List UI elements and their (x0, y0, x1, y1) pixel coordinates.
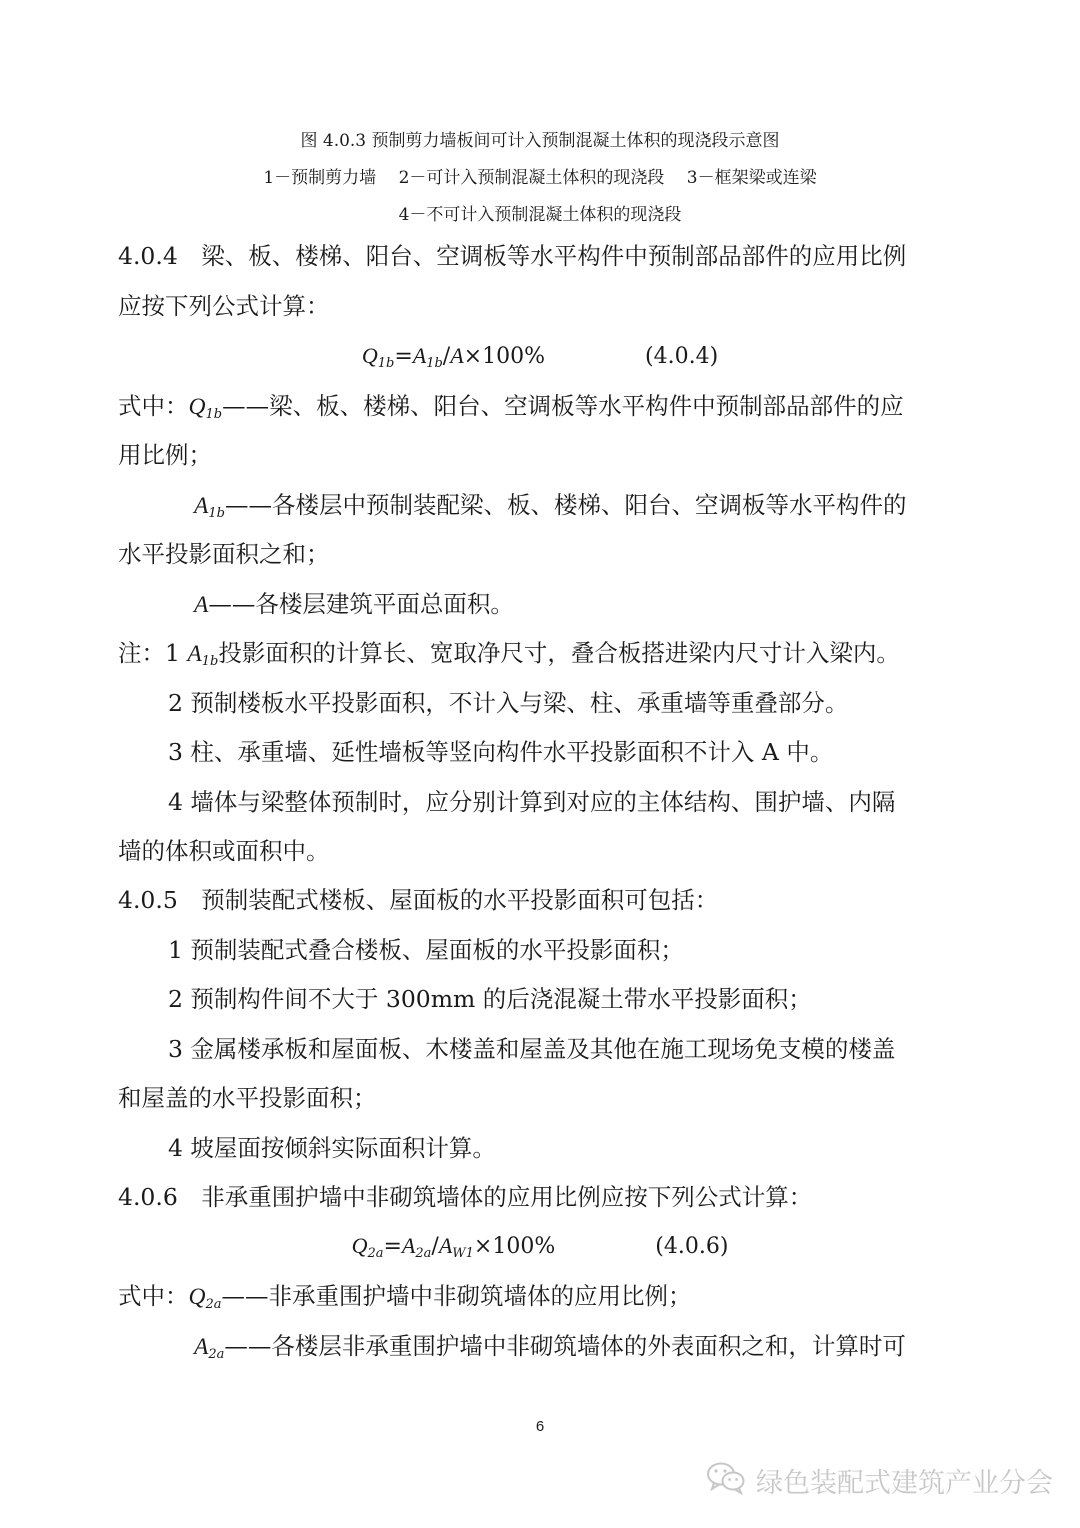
formula-numerator-sub: 1b (426, 356, 443, 371)
section-4-0-5-item-2: 2 预制构件间不大于 300mm 的后浇混凝土带水平投影面积； (168, 985, 812, 1013)
where-a2a (194, 1331, 1054, 1370)
section-4-0-5-item-3: 3 金属楼承板和屋面板、木楼盖和屋盖及其他在施工现场免支模的楼盖 (168, 1035, 896, 1063)
figure-title: 图 4.0.3 预制剪力墙板间可计入预制混凝土体积的现浇段示意图 (300, 131, 780, 151)
formula-tail: ×100% (463, 344, 546, 369)
formula-numerator: A (412, 343, 427, 368)
var-a2a: A (194, 1334, 209, 1360)
q1b-description: ——梁、板、楼梯、阳台、空调板等水平构件中预制部品部件的应 (222, 392, 904, 420)
formula-denominator: A (450, 343, 464, 368)
var-q2a-sub: 2a (205, 1297, 222, 1312)
var-a1b-sub: 1b (208, 506, 225, 521)
section-4-0-4-continued: 应按下列公式计算： (118, 292, 330, 320)
a2a-description: ——各楼层非承重围护墙中非砌筑墙体的外表面积之和，计算时可 (224, 1332, 906, 1360)
var-q-sub: 1b (205, 407, 223, 422)
where-prefix: 式中： (118, 392, 189, 420)
where-a1b (194, 490, 1054, 529)
figure-legend-line2: 4－不可计入预制混凝土体积的现浇段 (398, 205, 682, 225)
figure-legend-line1: 1－预制剪力墙 2－可计入预制混凝土体积的现浇段 3－框架梁或连梁 (263, 168, 817, 188)
where-a (194, 589, 1054, 620)
formula-lhs: Q (351, 1233, 368, 1258)
section-4-0-5-item-3-continued: 和屋盖的水平投影面积； (118, 1084, 377, 1112)
formula-numerator-sub: 2a (415, 1246, 432, 1261)
var-q: Q (188, 394, 206, 420)
section-4-0-4-heading: 4.0.4 梁、板、楼梯、阳台、空调板等水平构件中预制部品部件的应用比例 (118, 242, 907, 270)
formula-equals: = (383, 1234, 402, 1259)
formula-lhs: Q (361, 343, 378, 368)
var-q2a: Q (188, 1284, 206, 1310)
formula-denominator-sub: W1 (452, 1246, 474, 1261)
wechat-icon (706, 1461, 746, 1499)
note-2: 2 预制楼板水平投影面积，不计入与梁、柱、承重墙等重叠部分。 (168, 689, 849, 717)
note-prefix: 注：1 (118, 639, 188, 667)
where-q1b-continued: 用比例； (118, 441, 212, 469)
watermark (706, 1460, 1053, 1500)
section-4-0-5-item-4: 4 坡屋面按倾斜实际面积计算。 (168, 1134, 496, 1162)
where-q2a (118, 1281, 978, 1320)
section-4-0-5-item-1: 1 预制装配式叠合楼板、屋面板的水平投影面积； (168, 936, 684, 964)
note1-var: A (187, 641, 202, 667)
formula-slash: / (442, 344, 451, 369)
formula-tail: ×100% (473, 1234, 556, 1259)
where-q1b (118, 391, 978, 430)
a1b-description: ——各楼层中预制装配梁、板、楼梯、阳台、空调板等水平构件的 (224, 491, 907, 519)
note-4-continued: 墙的体积或面积中。 (118, 837, 330, 865)
note1-text: 投影面积的计算长、宽取净尺寸，叠合板搭进梁内尺寸计入梁内。 (218, 639, 900, 667)
note1-var-sub: 1b (201, 654, 219, 669)
note-1 (118, 638, 978, 677)
formula-number: (4.0.6) (655, 1234, 729, 1259)
watermark-text: 绿色装配式建筑产业分会 (756, 1467, 1053, 1499)
formula-equals: = (394, 344, 413, 369)
formula-denominator: A (438, 1233, 453, 1258)
a-description: ——各楼层建筑平面总面积。 (208, 590, 514, 618)
page-number: 6 (535, 1418, 545, 1435)
formula-numerator: A (401, 1233, 416, 1258)
formula-4-0-6 (0, 1232, 1080, 1268)
section-4-0-5-heading: 4.0.5 预制装配式楼板、屋面板的水平投影面积可包括： (118, 886, 719, 914)
formula-slash: / (431, 1234, 439, 1259)
formula-4-0-4 (0, 342, 1080, 378)
q2a-description: ——非承重围护墙中非砌筑墙体的应用比例； (221, 1282, 692, 1310)
section-4-0-6-heading: 4.0.6 非承重围护墙中非砌筑墙体的应用比例应按下列公式计算： (118, 1183, 813, 1211)
formula-lhs-sub: 2a (367, 1246, 384, 1261)
formula-lhs-sub: 1b (377, 356, 395, 371)
note-3: 3 柱、承重墙、延性墙板等竖向构件水平投影面积不计入 A 中。 (168, 738, 834, 766)
note-4: 4 墙体与梁整体预制时，应分别计算到对应的主体结构、围护墙、内隔 (168, 788, 896, 816)
formula-number: (4.0.4) (645, 344, 719, 369)
var-a1b: A (194, 493, 209, 519)
where-prefix: 式中： (118, 1282, 189, 1310)
where-a1b-continued: 水平投影面积之和； (118, 540, 330, 568)
var-a2a-sub: 2a (208, 1347, 225, 1362)
var-a: A (194, 592, 209, 618)
